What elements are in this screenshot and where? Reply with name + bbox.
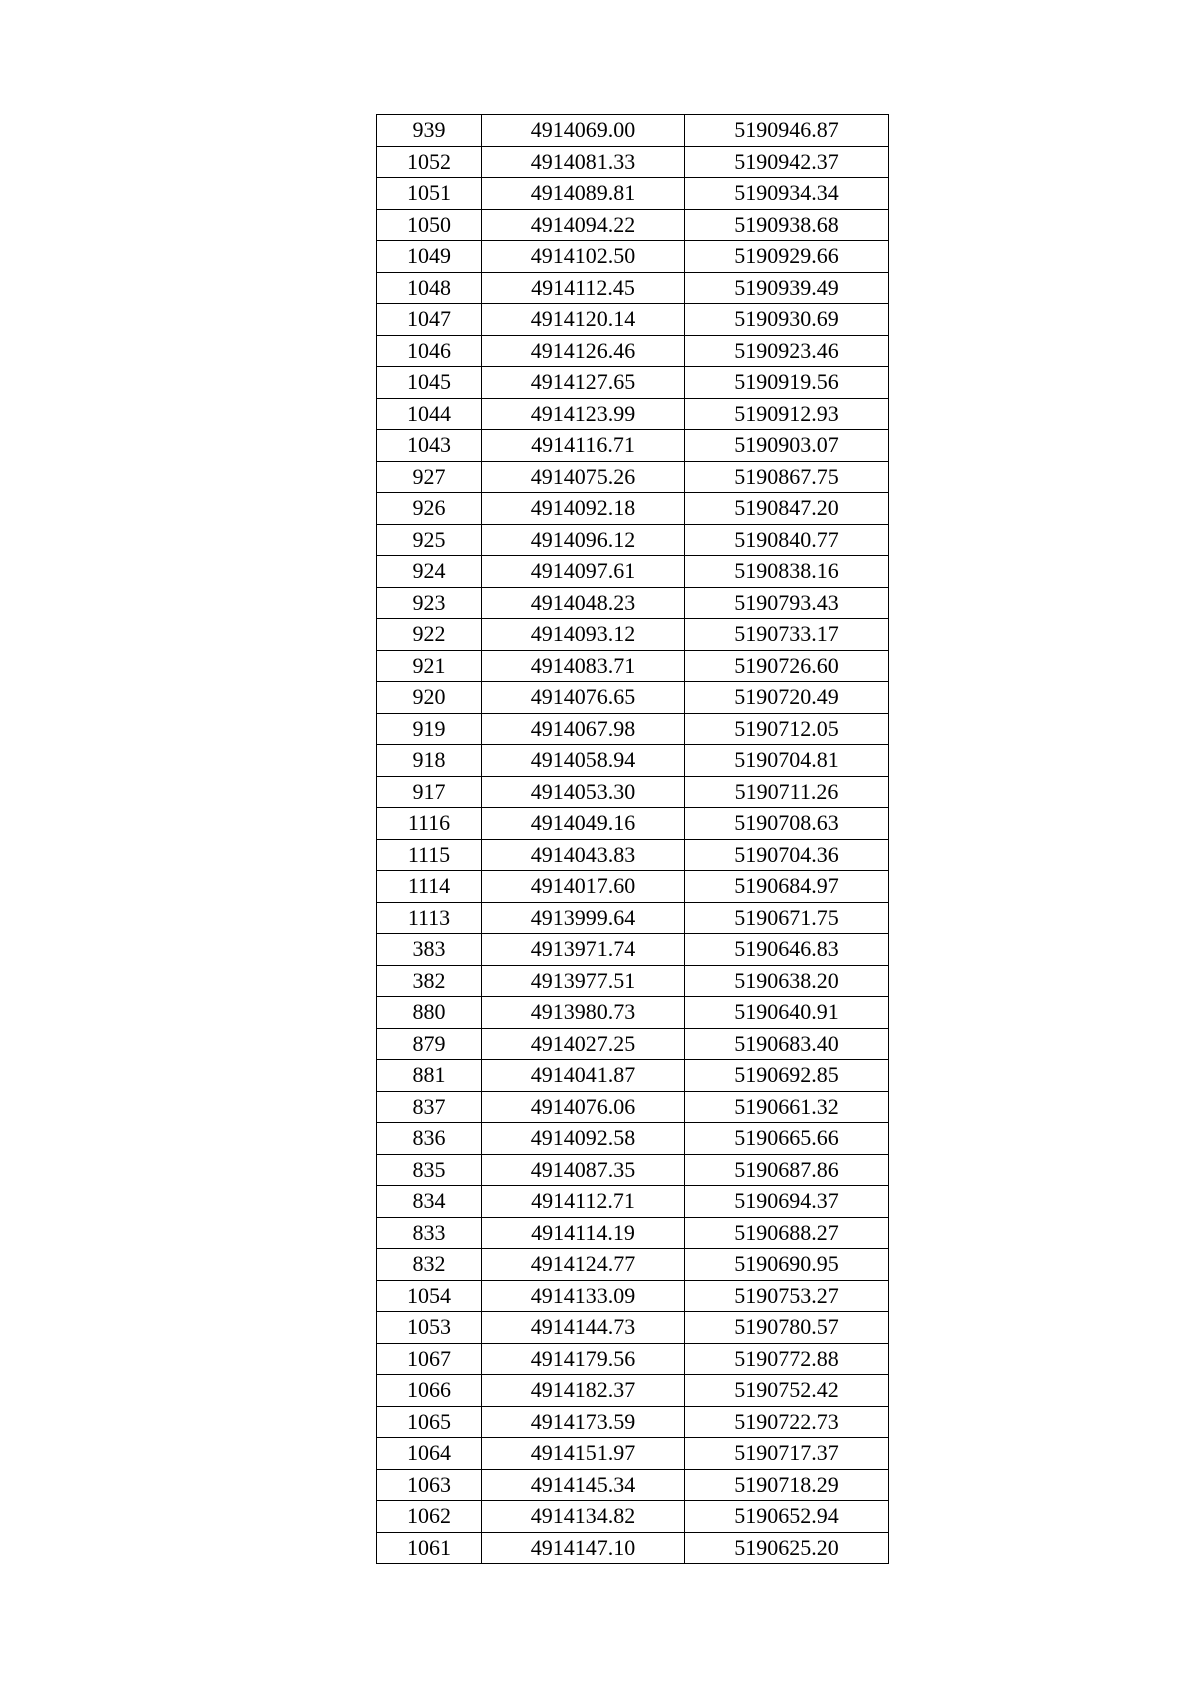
x-coordinate-cell: 4914017.60 — [482, 871, 685, 903]
point-id-cell: 1052 — [377, 146, 482, 178]
y-coordinate-cell: 5190934.34 — [685, 178, 889, 210]
table-row — [377, 1060, 889, 1092]
table-row — [377, 493, 889, 525]
x-coordinate-cell: 4914081.33 — [482, 146, 685, 178]
y-coordinate-cell: 5190720.49 — [685, 682, 889, 714]
point-id-cell: 382 — [377, 965, 482, 997]
table-row — [377, 650, 889, 682]
x-coordinate-cell: 4914043.83 — [482, 839, 685, 871]
x-coordinate-cell: 4914112.45 — [482, 272, 685, 304]
y-coordinate-cell: 5190946.87 — [685, 115, 889, 147]
point-id-cell: 1116 — [377, 808, 482, 840]
x-coordinate-cell: 4914076.65 — [482, 682, 685, 714]
x-coordinate-cell: 4914112.71 — [482, 1186, 685, 1218]
table-row — [377, 241, 889, 273]
point-id-cell: 923 — [377, 587, 482, 619]
point-id-cell: 833 — [377, 1217, 482, 1249]
point-id-cell: 1050 — [377, 209, 482, 241]
table-row — [377, 1217, 889, 1249]
y-coordinate-cell: 5190938.68 — [685, 209, 889, 241]
x-coordinate-cell: 4914182.37 — [482, 1375, 685, 1407]
point-id-cell: 1063 — [377, 1469, 482, 1501]
x-coordinate-cell: 4914147.10 — [482, 1532, 685, 1564]
y-coordinate-cell: 5190704.36 — [685, 839, 889, 871]
x-coordinate-cell: 4914027.25 — [482, 1028, 685, 1060]
point-id-cell: 881 — [377, 1060, 482, 1092]
point-id-cell: 917 — [377, 776, 482, 808]
point-id-cell: 1067 — [377, 1343, 482, 1375]
x-coordinate-cell: 4914067.98 — [482, 713, 685, 745]
table-row — [377, 430, 889, 462]
point-id-cell: 918 — [377, 745, 482, 777]
y-coordinate-cell: 5190718.29 — [685, 1469, 889, 1501]
y-coordinate-cell: 5190942.37 — [685, 146, 889, 178]
table-row — [377, 209, 889, 241]
point-id-cell: 837 — [377, 1091, 482, 1123]
table-row — [377, 1312, 889, 1344]
point-id-cell: 1115 — [377, 839, 482, 871]
point-id-cell: 1049 — [377, 241, 482, 273]
table-row — [377, 619, 889, 651]
x-coordinate-cell: 4914145.34 — [482, 1469, 685, 1501]
x-coordinate-cell: 4914092.18 — [482, 493, 685, 525]
y-coordinate-cell: 5190923.46 — [685, 335, 889, 367]
y-coordinate-cell: 5190793.43 — [685, 587, 889, 619]
table-row — [377, 398, 889, 430]
x-coordinate-cell: 4913977.51 — [482, 965, 685, 997]
table-row — [377, 1280, 889, 1312]
x-coordinate-cell: 4914116.71 — [482, 430, 685, 462]
table-row — [377, 1501, 889, 1533]
y-coordinate-cell: 5190665.66 — [685, 1123, 889, 1155]
x-coordinate-cell: 4914093.12 — [482, 619, 685, 651]
table-row — [377, 367, 889, 399]
x-coordinate-cell: 4914058.94 — [482, 745, 685, 777]
x-coordinate-cell: 4914097.61 — [482, 556, 685, 588]
x-coordinate-cell: 4914126.46 — [482, 335, 685, 367]
x-coordinate-cell: 4914120.14 — [482, 304, 685, 336]
x-coordinate-cell: 4914134.82 — [482, 1501, 685, 1533]
x-coordinate-cell: 4913980.73 — [482, 997, 685, 1029]
point-id-cell: 920 — [377, 682, 482, 714]
y-coordinate-cell: 5190780.57 — [685, 1312, 889, 1344]
point-id-cell: 1043 — [377, 430, 482, 462]
table-row — [377, 745, 889, 777]
y-coordinate-cell: 5190683.40 — [685, 1028, 889, 1060]
y-coordinate-cell: 5190838.16 — [685, 556, 889, 588]
x-coordinate-cell: 4913971.74 — [482, 934, 685, 966]
point-id-cell: 927 — [377, 461, 482, 493]
point-id-cell: 1047 — [377, 304, 482, 336]
point-id-cell: 919 — [377, 713, 482, 745]
table-row — [377, 461, 889, 493]
table-row — [377, 997, 889, 1029]
x-coordinate-cell: 4914053.30 — [482, 776, 685, 808]
table-row — [377, 1186, 889, 1218]
y-coordinate-cell: 5190690.95 — [685, 1249, 889, 1281]
point-id-cell: 1065 — [377, 1406, 482, 1438]
point-id-cell: 1046 — [377, 335, 482, 367]
table-row — [377, 304, 889, 336]
table-row — [377, 682, 889, 714]
x-coordinate-cell: 4914092.58 — [482, 1123, 685, 1155]
y-coordinate-cell: 5190919.56 — [685, 367, 889, 399]
y-coordinate-cell: 5190692.85 — [685, 1060, 889, 1092]
table-row — [377, 808, 889, 840]
x-coordinate-cell: 4914123.99 — [482, 398, 685, 430]
coordinate-table-body — [377, 115, 889, 1564]
y-coordinate-cell: 5190640.91 — [685, 997, 889, 1029]
point-id-cell: 924 — [377, 556, 482, 588]
point-id-cell: 939 — [377, 115, 482, 147]
point-id-cell: 1064 — [377, 1438, 482, 1470]
y-coordinate-cell: 5190652.94 — [685, 1501, 889, 1533]
table-row — [377, 1406, 889, 1438]
point-id-cell: 835 — [377, 1154, 482, 1186]
x-coordinate-cell: 4914076.06 — [482, 1091, 685, 1123]
x-coordinate-cell: 4914089.81 — [482, 178, 685, 210]
point-id-cell: 383 — [377, 934, 482, 966]
point-id-cell: 879 — [377, 1028, 482, 1060]
y-coordinate-cell: 5190704.81 — [685, 745, 889, 777]
x-coordinate-cell: 4914173.59 — [482, 1406, 685, 1438]
x-coordinate-cell: 4914179.56 — [482, 1343, 685, 1375]
y-coordinate-cell: 5190912.93 — [685, 398, 889, 430]
table-row — [377, 1028, 889, 1060]
point-id-cell: 1044 — [377, 398, 482, 430]
table-row — [377, 115, 889, 147]
table-row — [377, 1438, 889, 1470]
table-row — [377, 1091, 889, 1123]
table-row — [377, 902, 889, 934]
table-row — [377, 871, 889, 903]
y-coordinate-cell: 5190661.32 — [685, 1091, 889, 1123]
y-coordinate-cell: 5190694.37 — [685, 1186, 889, 1218]
y-coordinate-cell: 5190712.05 — [685, 713, 889, 745]
x-coordinate-cell: 4914048.23 — [482, 587, 685, 619]
table-row — [377, 1249, 889, 1281]
point-id-cell: 1114 — [377, 871, 482, 903]
y-coordinate-cell: 5190903.07 — [685, 430, 889, 462]
point-id-cell: 926 — [377, 493, 482, 525]
table-row — [377, 1123, 889, 1155]
x-coordinate-cell: 4914133.09 — [482, 1280, 685, 1312]
table-row — [377, 934, 889, 966]
y-coordinate-cell: 5190687.86 — [685, 1154, 889, 1186]
x-coordinate-cell: 4913999.64 — [482, 902, 685, 934]
y-coordinate-cell: 5190684.97 — [685, 871, 889, 903]
x-coordinate-cell: 4914094.22 — [482, 209, 685, 241]
y-coordinate-cell: 5190722.73 — [685, 1406, 889, 1438]
table-row — [377, 178, 889, 210]
table-row — [377, 1375, 889, 1407]
y-coordinate-cell: 5190929.66 — [685, 241, 889, 273]
y-coordinate-cell: 5190930.69 — [685, 304, 889, 336]
x-coordinate-cell: 4914114.19 — [482, 1217, 685, 1249]
point-id-cell: 1066 — [377, 1375, 482, 1407]
table-row — [377, 713, 889, 745]
table-row — [377, 272, 889, 304]
point-id-cell: 1051 — [377, 178, 482, 210]
table-row — [377, 556, 889, 588]
point-id-cell: 1045 — [377, 367, 482, 399]
coordinate-table — [376, 114, 889, 1564]
point-id-cell: 921 — [377, 650, 482, 682]
table-row — [377, 1469, 889, 1501]
table-row — [377, 587, 889, 619]
x-coordinate-cell: 4914049.16 — [482, 808, 685, 840]
point-id-cell: 832 — [377, 1249, 482, 1281]
point-id-cell: 1054 — [377, 1280, 482, 1312]
point-id-cell: 1061 — [377, 1532, 482, 1564]
x-coordinate-cell: 4914144.73 — [482, 1312, 685, 1344]
x-coordinate-cell: 4914102.50 — [482, 241, 685, 273]
y-coordinate-cell: 5190939.49 — [685, 272, 889, 304]
x-coordinate-cell: 4914083.71 — [482, 650, 685, 682]
y-coordinate-cell: 5190717.37 — [685, 1438, 889, 1470]
table-row — [377, 776, 889, 808]
table-row — [377, 1532, 889, 1564]
y-coordinate-cell: 5190708.63 — [685, 808, 889, 840]
x-coordinate-cell: 4914151.97 — [482, 1438, 685, 1470]
y-coordinate-cell: 5190847.20 — [685, 493, 889, 525]
y-coordinate-cell: 5190625.20 — [685, 1532, 889, 1564]
y-coordinate-cell: 5190671.75 — [685, 902, 889, 934]
x-coordinate-cell: 4914096.12 — [482, 524, 685, 556]
table-row — [377, 146, 889, 178]
x-coordinate-cell: 4914041.87 — [482, 1060, 685, 1092]
table-row — [377, 965, 889, 997]
table-row — [377, 839, 889, 871]
y-coordinate-cell: 5190867.75 — [685, 461, 889, 493]
point-id-cell: 1053 — [377, 1312, 482, 1344]
y-coordinate-cell: 5190840.77 — [685, 524, 889, 556]
point-id-cell: 836 — [377, 1123, 482, 1155]
point-id-cell: 1062 — [377, 1501, 482, 1533]
x-coordinate-cell: 4914087.35 — [482, 1154, 685, 1186]
x-coordinate-cell: 4914075.26 — [482, 461, 685, 493]
point-id-cell: 1048 — [377, 272, 482, 304]
table-row — [377, 1154, 889, 1186]
point-id-cell: 922 — [377, 619, 482, 651]
point-id-cell: 1113 — [377, 902, 482, 934]
table-row — [377, 524, 889, 556]
table-row — [377, 1343, 889, 1375]
y-coordinate-cell: 5190688.27 — [685, 1217, 889, 1249]
x-coordinate-cell: 4914127.65 — [482, 367, 685, 399]
x-coordinate-cell: 4914069.00 — [482, 115, 685, 147]
point-id-cell: 834 — [377, 1186, 482, 1218]
y-coordinate-cell: 5190638.20 — [685, 965, 889, 997]
table-row — [377, 335, 889, 367]
point-id-cell: 925 — [377, 524, 482, 556]
y-coordinate-cell: 5190726.60 — [685, 650, 889, 682]
y-coordinate-cell: 5190711.26 — [685, 776, 889, 808]
y-coordinate-cell: 5190733.17 — [685, 619, 889, 651]
x-coordinate-cell: 4914124.77 — [482, 1249, 685, 1281]
y-coordinate-cell: 5190753.27 — [685, 1280, 889, 1312]
y-coordinate-cell: 5190772.88 — [685, 1343, 889, 1375]
point-id-cell: 880 — [377, 997, 482, 1029]
y-coordinate-cell: 5190752.42 — [685, 1375, 889, 1407]
y-coordinate-cell: 5190646.83 — [685, 934, 889, 966]
